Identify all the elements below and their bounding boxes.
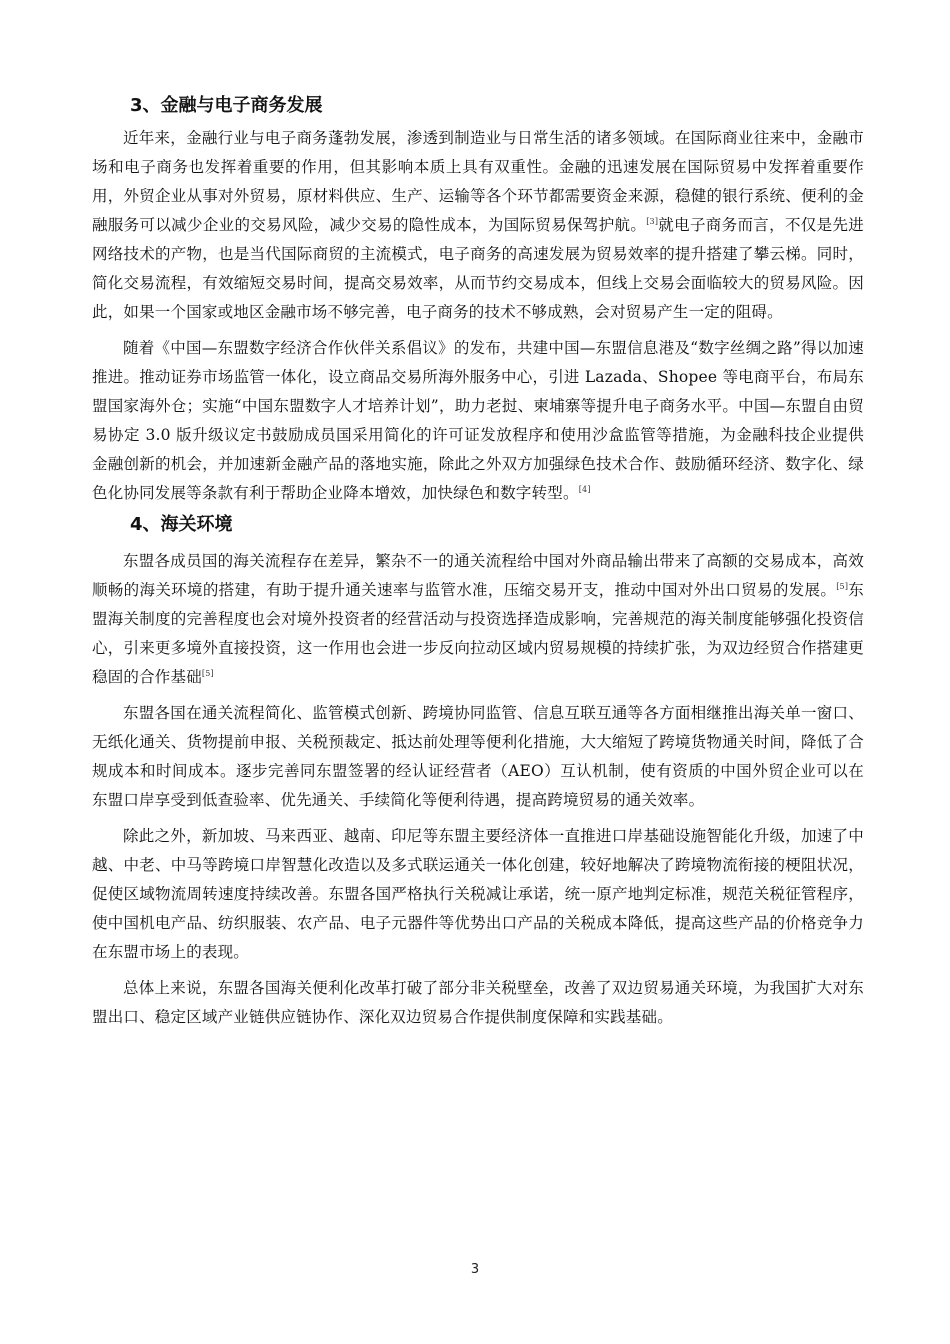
paragraph-digital-economy <box>92 334 864 508</box>
paragraph-customs-intro <box>92 547 864 692</box>
paragraph-text: 东盟海关制度的完善程度也会对境外投资者的经营活动与投资选择造成影响，完善规范的海关制度能够强化投资信心，引来更多境外直接投资，这一作用也会进一步反向拉动区域内贸易规模的持续扩张，为双边经贸合作搭建更稳固的合作基础 <box>92 581 865 686</box>
citation-ref: [5] <box>201 668 214 678</box>
citation-ref: [5] <box>836 581 849 591</box>
paragraph-text: 东盟各成员国的海关流程存在差异，繁杂不一的通关流程给中国对外商品输出带来了高额的交易成本，高效顺畅的海关环境的搭建，有助于提升通关速率与监管水准，压缩交易开支，推动中国对外出口贸易的发展。 <box>92 552 864 599</box>
paragraph-finance-ecommerce-intro <box>92 124 864 327</box>
paragraph-text: 近年来，金融行业与电子商务蓬勃发展，渗透到制造业与日常生活的诸多领域。在国际商业往来中，金融市场和电子商务也发挥着重要的作用，但其影响本质上具有双重性。金融的迅速发展在国际贸易中发挥着重要作用，外贸企业从事对外贸易，原材料供应、生产、运输等各个环节都需要资金来源，稳健的银行系统、便利的金融服务可以减少企业的交易风险，减少交易的隐性成本，为国际贸易保驾护航。 <box>92 129 864 234</box>
paragraph-summary: 总体上来说，东盟各国海关便利化改革打破了部分非关税壁垒，改善了双边贸易通关环境，为我国扩大对东盟出口、稳定区域产业链供应链协作、深化双边贸易合作提供制度保障和实践基础。 <box>92 979 864 1026</box>
section-heading-finance-ecommerce: 3、金融与电子商务发展 <box>130 95 323 116</box>
citation-ref: [3] <box>646 216 659 226</box>
document-body <box>92 92 864 1032</box>
page-number: 3 <box>470 1262 480 1277</box>
paragraph-text: 就电子商务而言，不仅是先进网络技术的产物，也是当代国际商贸的主流模式，电子商务的高速发展为贸易效率的提升搭建了攀云梯。同时，简化交易流程，有效缩短交易时间，提高交易效率，从而节约交易成本，但线上交易会面临较大的贸易风险。因此，如果一个国家或地区金融市场不够完善，电子商务的技术不够成熟，会对贸易产生一定的阻碍。 <box>92 216 864 321</box>
paragraph-customs-facilitation: 东盟各国在通关流程简化、监管模式创新、跨境协同监管、信息互联互通等各方面相继推出海关单一窗口、无纸化通关、货物提前申报、关税预裁定、抵达前处理等便利化措施，大大缩短了跨境货物通关时间，降低了合规成本和时间成本。逐步完善同东盟签署的经认证经营者（AEO）互认机制，使有资质的中国外贸企业可以在东盟口岸享受到低查验率、优先通关、手续简化等便利待遇，提高跨境贸易的通关效率。 <box>92 704 864 809</box>
paragraph-text: 随着《中国—东盟数字经济合作伙伴关系倡议》的发布，共建中国—东盟信息港及“数字丝绸之路”得以加速推进。推动证券市场监管一体化，设立商品交易所海外服务中心，引进 Lazada、Shopee 等电商平台，布局东盟国家海外仓；实施“中国东盟数字人才培养计划”，助力老挝、柬埔寨等提升电子商务水平。中国—东盟自由贸易协定 3.0 版升级议定书鼓励成员国采用简化的许可证发放程序和使用沙盒监管等措施，为金融科技企业提供金融创新的机会，并加速新金融产品的落地实施，除此之外双方加强绿色技术合作、鼓励循环经济、数字化、绿色化协同发展等条款有利于帮助企业降本增效，加快绿色和数字转型。 <box>92 339 864 502</box>
citation-ref: [4] <box>578 484 591 494</box>
paragraph-port-infrastructure: 除此之外，新加坡、马来西亚、越南、印尼等东盟主要经济体一直推进口岸基础设施智能化升级，加速了中越、中老、中马等跨境口岸智慧化改造以及多式联运通关一体化创建，较好地解决了跨境物流衔接的梗阻状况，促使区域物流周转速度持续改善。东盟各国严格执行关税减让承诺，统一原产地判定标准，规范关税征管程序，使中国机电产品、纺织服装、农产品、电子元器件等优势出口产品的关税成本降低，提高这些产品的价格竞争力在东盟市场上的表现。 <box>92 827 864 961</box>
section-heading-customs-environment: 4、海关环境 <box>130 514 233 535</box>
